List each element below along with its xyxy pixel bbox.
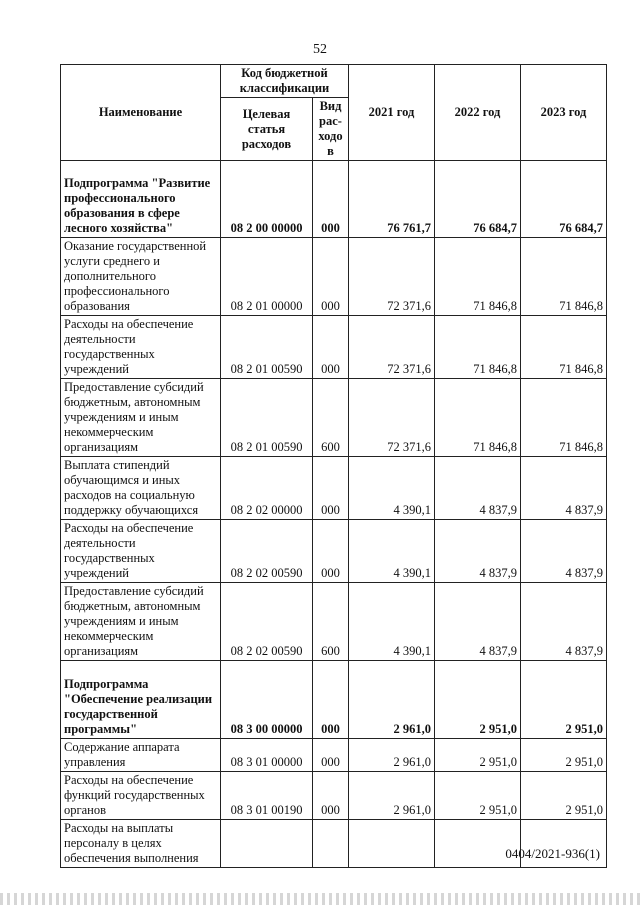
row-name: Предоставление субсидий бюджетным, автономным учреждениям и иным некоммерческим организациям — [61, 379, 221, 457]
row-name: Подпрограмма "Развитие профессионального образования в сфере лесного хозяйства" — [61, 161, 221, 238]
row-expense-type: 000 — [313, 661, 349, 739]
table-row — [61, 661, 607, 739]
row-value-2021: 72 371,6 — [349, 316, 435, 379]
header-2023: 2023 год — [521, 65, 607, 161]
row-value-2021: 2 961,0 — [349, 772, 435, 820]
row-expense-type: 000 — [313, 739, 349, 772]
header-2022: 2022 год — [435, 65, 521, 161]
row-value-2022: 71 846,8 — [435, 379, 521, 457]
row-value-2021: 72 371,6 — [349, 238, 435, 316]
document-id: 0404/2021-936(1) — [505, 846, 600, 861]
row-value-2022: 4 837,9 — [435, 457, 521, 520]
row-target-article: 08 2 02 00590 — [221, 520, 313, 583]
page-number: 52 — [313, 42, 327, 57]
row-value-2022: 2 951,0 — [435, 661, 521, 739]
row-value-2022: 76 684,7 — [435, 161, 521, 238]
row-value-2023: 4 837,9 — [521, 583, 607, 661]
row-value-2022: 4 837,9 — [435, 583, 521, 661]
table-row — [61, 161, 607, 238]
row-target-article: 08 3 01 00190 — [221, 772, 313, 820]
row-expense-type: 000 — [313, 161, 349, 238]
table-row — [61, 583, 607, 661]
row-expense-type: 600 — [313, 379, 349, 457]
row-name: Содержание аппарата управления — [61, 739, 221, 772]
row-target-article: 08 3 01 00000 — [221, 739, 313, 772]
row-value-2021 — [349, 820, 435, 868]
row-value-2022: 4 837,9 — [435, 520, 521, 583]
row-target-article: 08 3 00 00000 — [221, 661, 313, 739]
row-value-2022: 2 951,0 — [435, 739, 521, 772]
row-target-article: 08 2 01 00590 — [221, 316, 313, 379]
row-value-2021: 4 390,1 — [349, 457, 435, 520]
table-row — [61, 316, 607, 379]
row-name: Предоставление субсидий бюджетным, автономным учреждениям и иным некоммерческим организациям — [61, 583, 221, 661]
row-name: Расходы на обеспечение функций государственных органов — [61, 772, 221, 820]
row-value-2023: 2 951,0 — [521, 661, 607, 739]
budget-table — [60, 64, 607, 868]
row-expense-type: 000 — [313, 238, 349, 316]
table-row — [61, 238, 607, 316]
row-value-2022: 71 846,8 — [435, 316, 521, 379]
row-target-article: 08 2 00 00000 — [221, 161, 313, 238]
header-name: Наименование — [61, 65, 221, 161]
row-name: Выплата стипендий обучающимся и иных расходов на социальную поддержку обучающихся — [61, 457, 221, 520]
table-row — [61, 772, 607, 820]
row-value-2022: 2 951,0 — [435, 772, 521, 820]
table-row — [61, 457, 607, 520]
row-value-2023: 71 846,8 — [521, 379, 607, 457]
row-name: Подпрограмма "Обеспечение реализации государственной программы" — [61, 661, 221, 739]
row-expense-type: 000 — [313, 316, 349, 379]
header-2021: 2021 год — [349, 65, 435, 161]
row-value-2021: 76 761,7 — [349, 161, 435, 238]
row-value-2023: 71 846,8 — [521, 316, 607, 379]
header-code-group: Код бюджетной классификации — [221, 65, 349, 98]
row-target-article: 08 2 02 00000 — [221, 457, 313, 520]
row-value-2023: 2 951,0 — [521, 772, 607, 820]
row-value-2023: 4 837,9 — [521, 457, 607, 520]
row-value-2023: 71 846,8 — [521, 238, 607, 316]
row-value-2023: 4 837,9 — [521, 520, 607, 583]
row-value-2021: 2 961,0 — [349, 739, 435, 772]
row-value-2023: 2 951,0 — [521, 739, 607, 772]
header-expense-type: Вид рас-ходов — [313, 98, 349, 161]
scan-edge-strip — [0, 893, 640, 905]
table-row — [61, 520, 607, 583]
row-expense-type — [313, 820, 349, 868]
row-name: Расходы на обеспечение деятельности государственных учреждений — [61, 520, 221, 583]
row-name: Расходы на обеспечение деятельности государственных учреждений — [61, 316, 221, 379]
header-target-article: Целевая статья расходов — [221, 98, 313, 161]
row-value-2021: 4 390,1 — [349, 583, 435, 661]
row-expense-type: 600 — [313, 583, 349, 661]
row-expense-type: 000 — [313, 772, 349, 820]
row-target-article: 08 2 01 00000 — [221, 238, 313, 316]
row-value-2023: 76 684,7 — [521, 161, 607, 238]
row-value-2021: 2 961,0 — [349, 661, 435, 739]
row-value-2022: 71 846,8 — [435, 238, 521, 316]
table-row — [61, 739, 607, 772]
row-target-article: 08 2 01 00590 — [221, 379, 313, 457]
table-row — [61, 379, 607, 457]
row-expense-type: 000 — [313, 457, 349, 520]
row-name: Расходы на выплаты персоналу в целях обеспечения выполнения — [61, 820, 221, 868]
row-target-article: 08 2 02 00590 — [221, 583, 313, 661]
row-target-article — [221, 820, 313, 868]
row-value-2021: 72 371,6 — [349, 379, 435, 457]
row-value-2021: 4 390,1 — [349, 520, 435, 583]
row-name: Оказание государственной услуги среднего и дополнительного профессионального образования — [61, 238, 221, 316]
row-expense-type: 000 — [313, 520, 349, 583]
